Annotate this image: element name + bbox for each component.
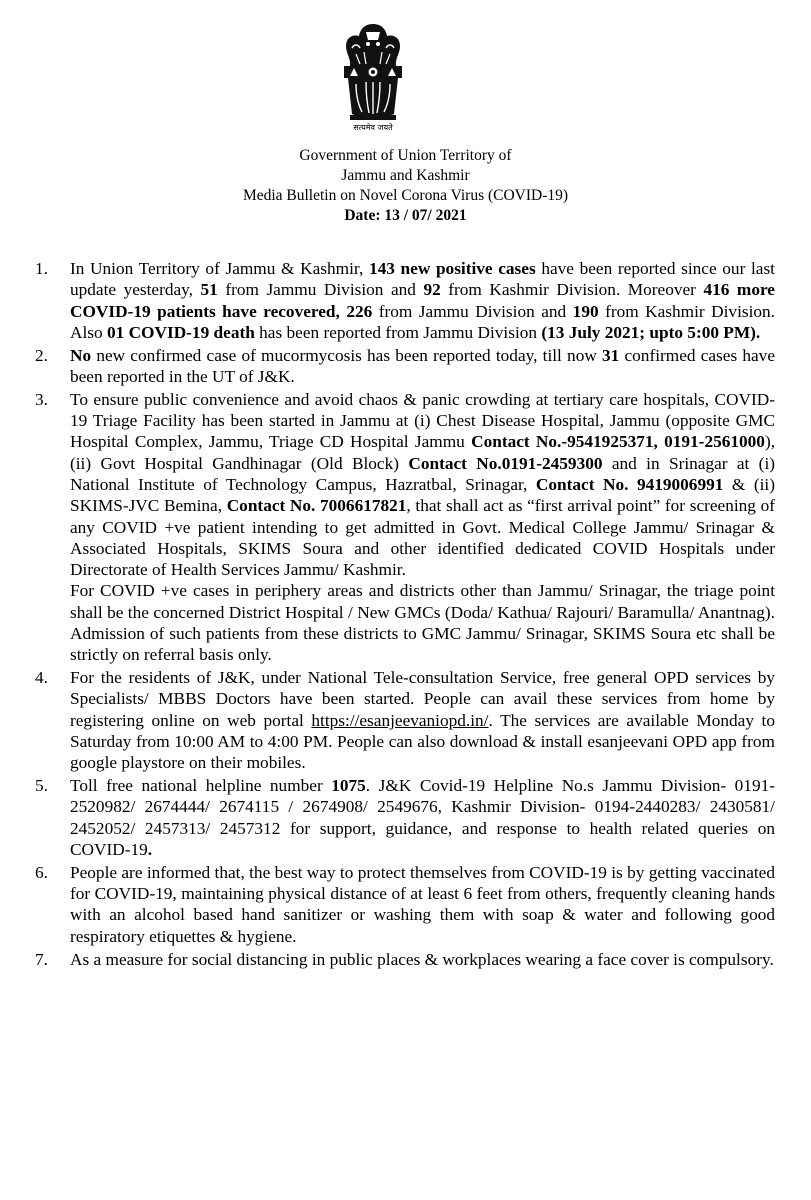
item-text-segment: and in Srinagar at (i) National Institute of Technology Campus, Hazratbal, Srinagar, xyxy=(70,453,775,494)
item-text-segment: As a measure for social distancing in public places & workplaces wearing a face cover is compulsory. xyxy=(70,949,774,969)
header-government: Government of Union Territory of xyxy=(299,147,512,164)
header-territory: Jammu and Kashmir xyxy=(341,167,470,184)
item-text-segment: have been reported since our last update yesterday, xyxy=(70,259,775,300)
item-number: 2. xyxy=(35,345,48,365)
item-text-bold: 190 xyxy=(572,301,599,321)
bulletin-item-5 xyxy=(35,775,775,860)
item-text-segment: , that shall act as “first arrival point” for screening of any COVID +ve patient intending to get admitted in Govt. Medical College Jammu/ Srinagar & Associated Hospitals, SKIMS Soura and other identified dedicated COVID Hospitals under Directorate of Health Services Jammu/ Kashmir. xyxy=(70,496,775,580)
item-text-segment: from Jammu Division and xyxy=(372,301,573,321)
bulletin-list xyxy=(35,258,775,970)
bulletin-header xyxy=(0,146,811,226)
item-text-segment: has been reported from Jammu Division xyxy=(254,322,542,342)
item-number: 6. xyxy=(35,862,48,882)
item-text-bold: 143 new positive cases xyxy=(368,259,536,278)
web-portal-link[interactable]: https://esanjeevaniopd.in/ xyxy=(311,710,489,730)
item-text-paragraph-2: For COVID +ve cases in periphery areas and districts other than Jammu/ Srinagar, the triage point shall be the concerned District Hospital / New GMCs (Doda/ Kathua/ Rajouri/ Baramulla/ Anantnag). Admission of such patients from these districts to GMC Jammu/ Srinagar, SKIMS Soura etc shall be strictly on referral basis only. xyxy=(70,581,775,665)
item-text-segment: from Jammu Division and xyxy=(217,280,424,300)
item-number: 5. xyxy=(35,776,48,796)
bulletin-item-3 xyxy=(35,389,775,666)
bulletin-item-2 xyxy=(35,345,775,388)
header-date: Date: 13 / 07/ 2021 xyxy=(344,207,467,224)
item-text-segment: . The services are available Monday to Saturday from 10:00 AM to 4:00 PM. People can also download & install esanjeevani OPD app from google playstore on their mobiles. xyxy=(70,710,775,773)
item-text-segment: People are informed that, the best way to protect themselves from COVID-19 is by getting vaccinated for COVID-19, maintaining physical distance of at least 6 feet from others, frequently cleaning hands with an alcohol based hand sanitizer or washing them with soap & water and following good respiratory etiquettes & hygiene. xyxy=(70,862,775,946)
header-bulletin-title: Media Bulletin on Novel Corona Virus (COVID-19) xyxy=(242,187,569,204)
item-text-segment: from Kashmir Division. Moreover xyxy=(440,280,704,300)
item-text xyxy=(70,389,775,581)
item-text xyxy=(70,775,775,860)
bulletin-body xyxy=(35,258,775,971)
national-emblem-icon xyxy=(326,18,420,122)
national-emblem xyxy=(326,18,420,136)
item-text-segment: & (ii) SKIMS-JVC Bemina, xyxy=(70,474,775,516)
item-text-segment: Toll free national helpline number xyxy=(70,776,332,796)
item-text-bold: No xyxy=(70,345,92,365)
item-text-segment: confirmed cases have been reported in the UT of J&K. xyxy=(70,345,775,386)
emblem-motto: सत्यमेव जयते xyxy=(353,123,393,132)
item-text-bold: 51 xyxy=(200,280,218,300)
item-text-bold: (13 July 2021; upto 5:00 PM). xyxy=(541,322,761,342)
item-text-segment: For the residents of J&K, under National Tele-consultation Service, free general OPD services by Specialists/ MBBS Doctors have been started. People can avail these services from home by registering online on web portal xyxy=(70,668,775,730)
item-text-bold: . xyxy=(147,840,153,860)
item-number: 4. xyxy=(35,668,48,688)
item-number: 3. xyxy=(35,389,48,409)
bulletin-item-7 xyxy=(35,949,775,970)
item-text-bold: Contact No.0191-2459300 xyxy=(408,453,603,473)
bulletin-item-1 xyxy=(35,258,775,343)
item-number: 1. xyxy=(35,259,48,278)
item-text-bold: 1075 xyxy=(331,776,366,796)
item-text-bold: 92 xyxy=(423,280,441,300)
item-text-segment: from Kashmir Division. Also xyxy=(70,301,776,342)
item-text-bold: 416 more COVID-19 patients have recovered, 226 xyxy=(70,280,775,321)
item-text-bold: 31 xyxy=(602,345,620,365)
item-number: 7. xyxy=(35,949,48,969)
item-text xyxy=(70,258,775,343)
item-text-segment: . J&K Covid-19 Helpline No.s Jammu Division- 0191-2520982/ 2674444/ 2674115 / 2674908/ 2549676, Kashmir Division- 0194-2440283/ 2430581/ 2452052/ 2457313/ 2457312 for support, guidance, and response to health related queries on COVID-19 xyxy=(70,776,775,860)
bulletin-item-6 xyxy=(35,862,775,947)
item-text xyxy=(70,949,775,970)
item-text-segment: To ensure public convenience and avoid chaos & panic crowding at tertiary care hospitals, COVID-19 Triage Facility has been started in Jammu at (i) Chest Disease Hospital, Jammu (opposite GMC Hospital Complex, Jammu, Triage CD Hospital Jammu xyxy=(70,389,775,452)
item-text-bold: 01 COVID-19 death xyxy=(106,322,255,342)
item-text-bold: Contact No. 7006617821 xyxy=(226,496,407,516)
bulletin-item-4 xyxy=(35,667,775,773)
item-text-segment: In Union Territory of Jammu & Kashmir, xyxy=(70,259,369,278)
item-text xyxy=(70,345,775,388)
item-text xyxy=(70,667,775,773)
item-text-segment: new confirmed case of mucormycosis has been reported today, till now xyxy=(91,345,603,365)
item-text-bold: Contact No.-9541925371, 0191-2561000 xyxy=(471,432,765,452)
item-text-segment: ), (ii) Govt Hospital Gandhinagar (Old Block) xyxy=(70,432,776,473)
item-text-bold: Contact No. 9419006991 xyxy=(535,474,724,494)
item-text xyxy=(70,862,775,947)
